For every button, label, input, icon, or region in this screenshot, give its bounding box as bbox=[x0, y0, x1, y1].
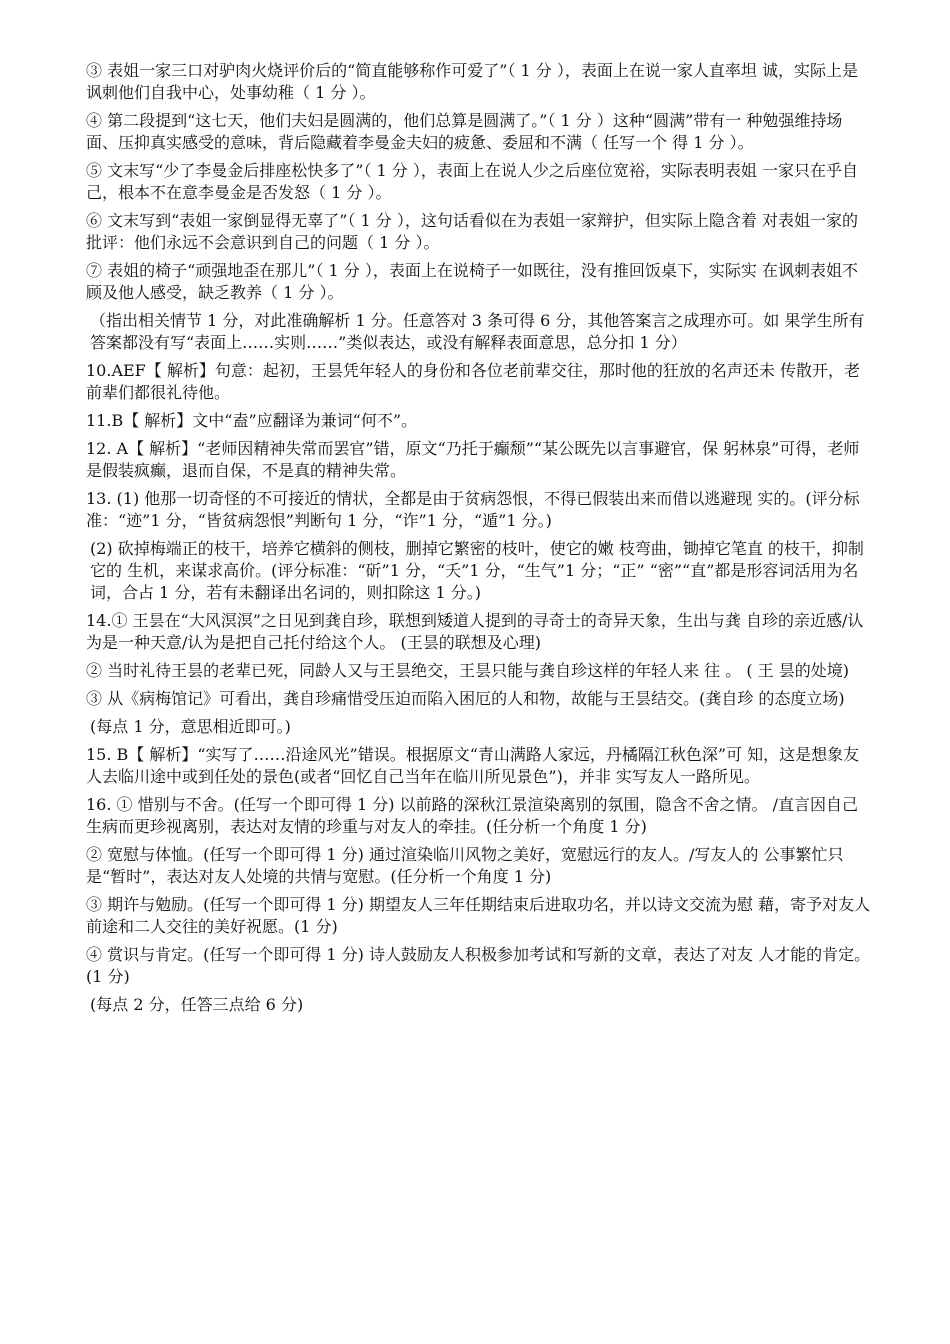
answer-13-part-2: (2) 砍掉梅端正的枝干，培养它横斜的侧枝，删掉它繁密的枝叶，使它的嫩 枝弯曲，锄掉它笔直 的枝干，抑制它的 生机，来谋求高价。(评分标准：“斫”1 分，“夭”1 分，“生气”1 分；“正” “密”“直”都是形容词活用为名词，合占 1 分，若有未翻译出名词的，则扣除这 1 分。) bbox=[90, 539, 864, 602]
answer-10: 10.AEF【 解析】句意：起初，王昙凭年轻人的身份和各位老前辈交往，那时他的狂放的名声还未 传散开，老前辈们都很礼待他。 bbox=[86, 361, 860, 402]
answer-14-point-3: ③ 从《病梅馆记》可看出，龚自珍痛惜受压迫而陷入困厄的人和物，故能与王昙结交。(龚自珍 的态度立场) bbox=[86, 689, 845, 708]
answer-16-point-3: ③ 期许与勉励。(任写一个即可得 1 分) 期望友人三年任期结束后进取功名，并以诗文交流为慰 藉，寄予对友人前途和二人交往的美好祝愿。(1 分) bbox=[86, 895, 871, 936]
answer-9-scoring-note: （指出相关情节 1 分，对此准确解析 1 分。任意答对 3 条可得 6 分，其他答案言之成理亦可。如 果学生所有答案都没有写“表面上……实则……”类似表达，或没有解释表面意思，总分扣 1 分） bbox=[90, 311, 865, 352]
answer-9-point-7: ⑦ 表姐的椅子“顽强地歪在那儿”（ 1 分 ），表面上在说椅子一如既往，没有推回饭桌下，实际实 在讽刺表姐不顾及他人感受，缺乏教养（ 1 分 ）。 bbox=[86, 261, 858, 302]
answer-9-point-4: ④ 第二段提到“这七天，他们夫妇是圆满的，他们总算是圆满了。”（ 1 分 ）这种“圆满”带有一 种勉强维持场面、压抑真实感受的意味，背后隐藏着李曼金夫妇的疲惫、委屈和不满（ 任写一个 得 1 分 ）。 bbox=[86, 111, 843, 152]
answer-12: 12. A【 解析】“老师因精神失常而罢官”错，原文“乃托于癫颓”“某公既先以言事避官，保 躬林泉”可得，老师是假装疯癫，退而自保，不是真的精神失常。 bbox=[86, 439, 860, 480]
answer-14-point-1: 14.① 王昙在“大风溟溟”之日见到龚自珍，联想到矮道人提到的寻奇士的奇异天象，生出与龚 自珍的亲近感/认为是一种天意/认为是把自己托付给这个人。 (王昙的联想及心理) bbox=[86, 611, 864, 652]
answer-14-scoring-note: (每点 1 分，意思相近即可。) bbox=[90, 717, 291, 736]
answer-13-part-1: 13. (1) 他那一切奇怪的不可接近的情状，全都是由于贫病怨恨，不得已假装出来而借以逃避现 实的。(评分标准：“迹”1 分，“皆贫病怨恨”判断句 1 分，“诈”1 分，“遁”1 分。) bbox=[86, 489, 860, 530]
answer-15: 15. B【 解析】“实写了……沿途风光”错误。根据原文“青山满路人家远，丹橘隔江秋色深”可 知，这是想象友人去临川途中或到任处的景色(或者“回忆自己当年在临川所见景色”)，并非 实写友人一路所见。 bbox=[86, 745, 860, 786]
answer-16-point-4: ④ 赏识与肯定。(任写一个即可得 1 分) 诗人鼓励友人积极参加考试和写新的文章，表达了对友 人才能的肯定。(1 分) bbox=[86, 945, 871, 986]
answer-9-point-3: ③ 表姐一家三口对驴肉火烧评价后的“简直能够称作可爱了”（ 1 分 ），表面上在说一家人直率坦 诚，实际上是讽刺他们自我中心，处事幼稚（ 1 分 ）。 bbox=[86, 61, 858, 102]
answer-16-scoring-note: (每点 2 分，任答三点给 6 分) bbox=[90, 995, 304, 1014]
answer-11: 11.B【 解析】文中“盍”应翻译为兼词“何不”。 bbox=[86, 411, 418, 430]
answer-14-point-2: ② 当时礼待王昙的老辈已死，同龄人又与王昙绝交，王昙只能与龚自珍这样的年轻人来 往 。 ( 王 昙的处境) bbox=[86, 661, 850, 680]
answer-9-point-6: ⑥ 文末写到“表姐一家倒显得无辜了”（ 1 分 ），这句话看似在为表姐一家辩护，但实际上隐含着 对表姐一家的批评：他们永远不会意识到自己的问题（ 1 分 ）。 bbox=[86, 211, 858, 252]
answer-9-point-5: ⑤ 文末写“少了李曼金后排座松快多了”（ 1 分 ），表面上在说人少之后座位宽裕，实际表明表姐 一家只在乎自己，根本不在意李曼金是否发怒（ 1 分 ）。 bbox=[86, 161, 858, 202]
answer-16-point-2: ② 宽慰与体恤。(任写一个即可得 1 分) 通过渲染临川风物之美好，宽慰远行的友人。/写友人的 公事繁忙只是“暂时”，表达对友人处境的共情与宽慰。(任分析一个角度 1 分) bbox=[86, 845, 844, 886]
answer-16-point-1: 16. ① 惜别与不舍。(任写一个即可得 1 分) 以前路的深秋江景渲染离别的氛围，隐含不舍之情。 /直言因自己生病而更珍视离别，表达对友情的珍重与对友人的牵挂。(任分析一个角度 1 分) bbox=[86, 795, 859, 836]
